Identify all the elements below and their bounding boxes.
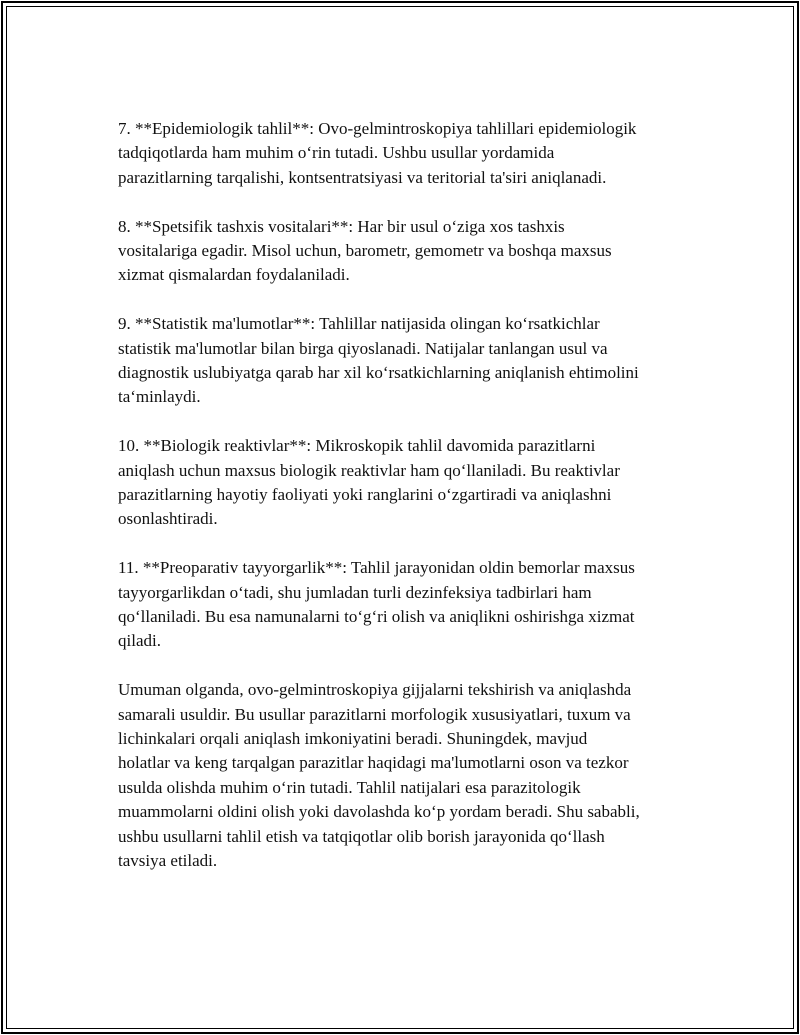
paragraph-spetsifik-tashxis: 8. **Spetsifik tashxis vositalari**: Har bir usul o‘ziga xos tashxis vositalariga egadir. Misol uchun, barometr, gemometr va boshqa maxsus xizmat qismalardan foydalaniladi. [118, 216, 612, 285]
paragraph-epidemiologik-tahlil: 7. **Epidemiologik tahlil**: Ovo-gelmintroskopiya tahlillari epidemiologik tadqiqotlarda ham muhim o‘rin tutadi. Ushbu usullar yordamida parazitlarning tarqalishi, kontsentratsiyasi va teritorial ta'siri aniqlanadi. [118, 119, 637, 187]
paragraph-preoparativ-tayyorgarlik: 11. **Preoparativ tayyorgarlik**: Tahlil jarayonidan oldin bemorlar maxsus tayyorgarlikdan o‘tadi, shu jumladan turli dezinfeksiya tadbirlari ham qo‘llaniladi. Bu esa namunalarni to‘g‘ri olish va aniqlikni oshirishga xizmat qiladi. [118, 558, 635, 651]
paragraph-statistik-malumotlar: 9. **Statistik ma'lumotlar**: Tahlillar natijasida olingan ko‘rsatkichlar statistik ma'lumotlar bilan birga qiyoslanadi. Natijalar tanlangan usul va diagnostik uslubiyatga qarab har xil ko‘rsatkichlarning aniqlanish ehtimolini ta‘minlaydi. [118, 314, 639, 407]
paragraph-biologik-reaktivlar: 10. **Biologik reaktivlar**: Mikroskopik tahlil davomida parazitlarni aniqlash uchun maxsus biologik reaktivlar ham qo‘llaniladi. Bu reaktivlar parazitlarning hayotiy faoliyati yoki ranglarini o‘zgartiradi va aniqlashni osonlashtiradi. [118, 436, 620, 529]
document-body [118, 117, 718, 898]
paragraph-conclusion: Umuman olganda, ovo-gelmintroskopiya gijjalarni tekshirish va aniqlashda samarali usuldir. Bu usullar parazitlarni morfologik xususiyatlari, tuxum va lichinkalari orqali aniqlash imkoniyatini beradi. Shuningdek, mavjud holatlar va keng tarqalgan parazitlar haqidagi ma'lumotlarni oson va tezkor usulda olishda muhim o‘rin tutadi. Tahlil natijalari esa parazitologik muammolarni oldini olish yoki davolashda ko‘p yordam beradi. Shu sababli, ushbu usullarni tahlil etish va tatqiqotlar olib borish jarayonida qo‘llash tavsiya etiladi. [118, 680, 640, 871]
